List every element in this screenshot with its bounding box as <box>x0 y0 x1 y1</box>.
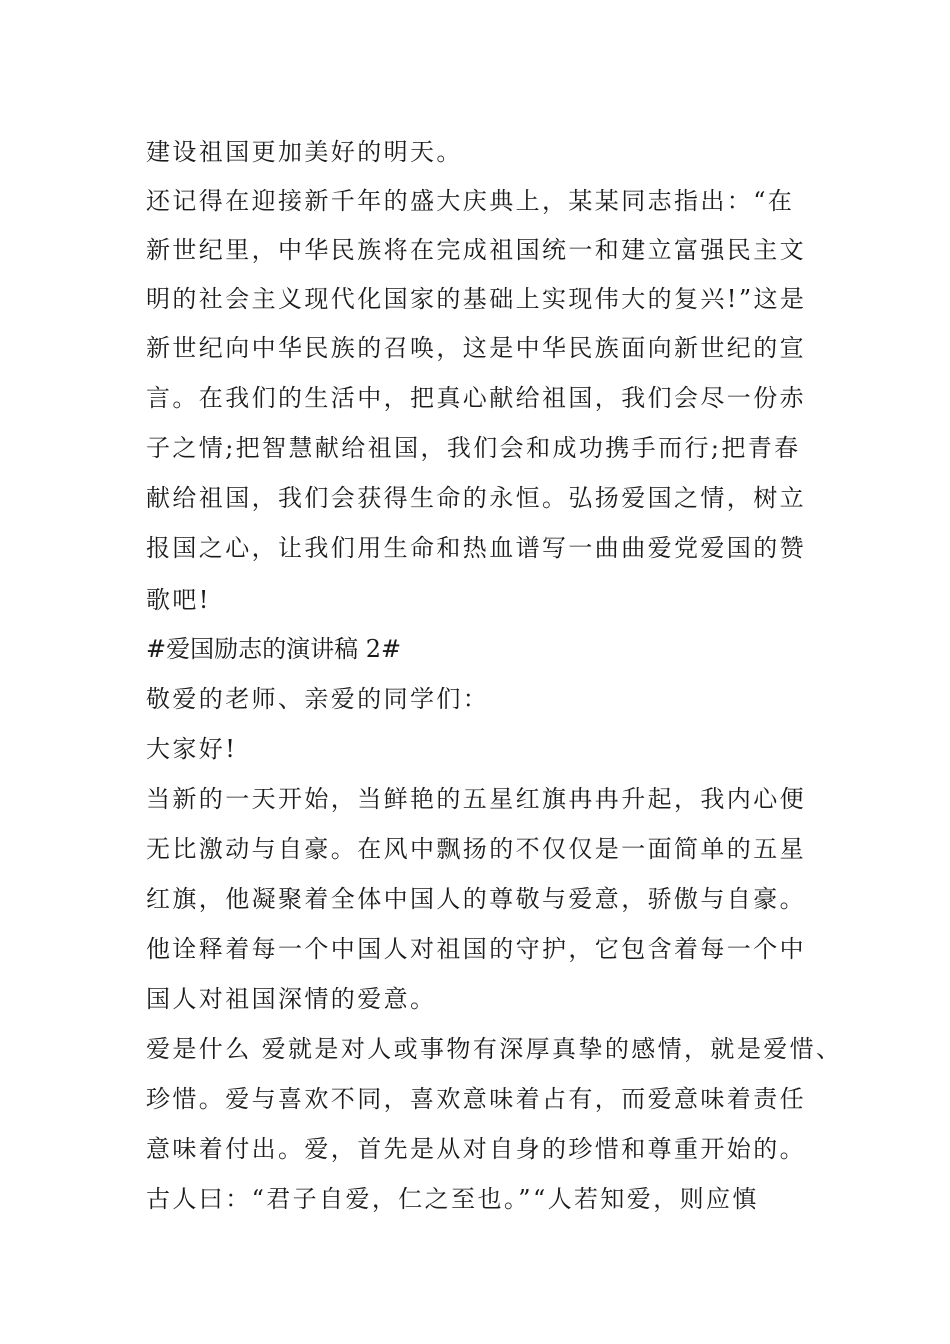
text-line: 子之情;把智慧献给祖国，我们会和成功携手而行;把青春 <box>146 434 801 462</box>
text-line: 珍惜。爱与喜欢不同，喜欢意味着占有，而爱意味着责任 <box>146 1085 806 1113</box>
text-line: 言。在我们的生活中，把真心献给祖国，我们会尽一份赤 <box>146 384 806 412</box>
text-line: 献给祖国，我们会获得生命的永恒。弘扬爱国之情，树立 <box>146 484 806 512</box>
text-line: 新世纪里，中华民族将在完成祖国统一和建立富强民主文 <box>146 236 806 264</box>
section-heading: #爱国励志的演讲稿 2# <box>146 635 402 663</box>
text-line: 红旗，他凝聚着全体中国人的尊敬与爱意，骄傲与自豪。 <box>146 885 806 913</box>
text-line: 报国之心，让我们用生命和热血谱写一曲曲爱党爱国的赞 <box>146 534 806 562</box>
text-line: 还记得在迎接新千年的盛大庆典上，某某同志指出：“在 <box>146 187 795 215</box>
text-line: 明的社会主义现代化国家的基础上实现伟大的复兴!”这是 <box>146 285 807 313</box>
salutation: 敬爱的老师、亲爱的同学们： <box>146 685 490 713</box>
text-line: 当新的一天开始，当鲜艳的五星红旗冉冉升起，我内心便 <box>146 785 806 813</box>
text-line: 新世纪向中华民族的召唤，这是中华民族面向新世纪的宣 <box>146 334 806 362</box>
text-line: 爱是什么 爱就是对人或事物有深厚真挚的感情，就是爱惜、 <box>146 1035 843 1063</box>
text-line: 古人曰：“君子自爱，仁之至也。”“人若知爱，则应慎 <box>146 1185 759 1213</box>
text-line: 意味着付出。爱，首先是从对自身的珍惜和尊重开始的。 <box>146 1135 806 1163</box>
text-line: 无比激动与自豪。在风中飘扬的不仅仅是一面简单的五星 <box>146 835 806 863</box>
greeting: 大家好! <box>146 735 238 763</box>
text-line: 建设祖国更加美好的明天。 <box>146 138 463 166</box>
text-line: 他诠释着每一个中国人对祖国的守护，它包含着每一个中 <box>146 935 806 963</box>
text-line: 歌吧! <box>146 586 211 614</box>
text-line: 国人对祖国深情的爱意。 <box>146 985 437 1013</box>
